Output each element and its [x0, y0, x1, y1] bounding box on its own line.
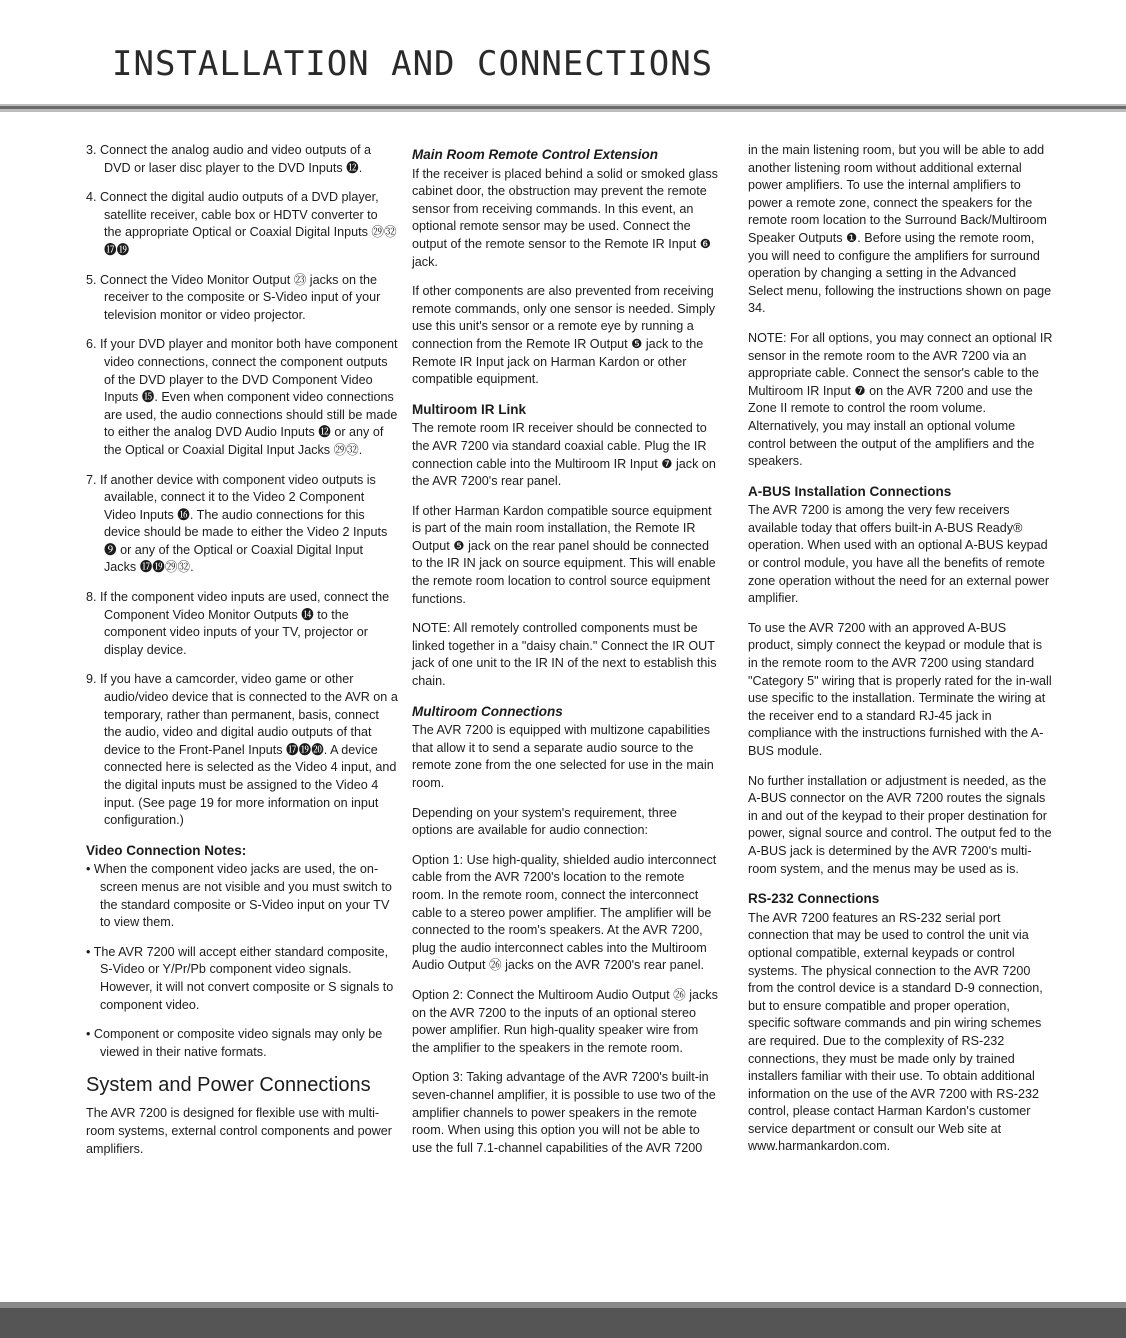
- page-title: INSTALLATION AND CONNECTIONS: [112, 44, 714, 84]
- system-power-text: The AVR 7200 is designed for flexible use with multi-room systems, external control components and power amplifiers.: [86, 1106, 392, 1156]
- footer-bar: [0, 1302, 1126, 1338]
- multiroom-connections-text: The AVR 7200 is equipped with multizone capabilities that allow it to send a separate audio source to the remote zone from the one selected for use in the main room.: [412, 723, 714, 790]
- source-equipment-text: If other Harman Kardon compatible source equipment is part of the main room installation, the Remote IR Output ❺ jack on the rear panel should be connected to the IR IN jack on source equipment. This will enable the remote room location to control source equipment functions.: [412, 503, 716, 606]
- step-4: 4. Connect the digital audio outputs of a DVD player, satellite receiver, cable box or HDTV converter to the appropriate Optical or Coaxial Digital Inputs ㉙㉜⓱⓳: [86, 190, 397, 257]
- option-1: Option 1: Use high-quality, shielded audio interconnect cable from the AVR 7200's location to the remote room. In the remote room, connect the interconnect cable to a stereo power amplifier. The amplifier will be connected to the room's speakers. At the AVR 7200, plug the audio interconnect cables into the Multiroom Audio Output ㉖ jacks on the AVR 7200's rear panel.: [412, 852, 717, 973]
- system-power-heading: System and Power Connections: [86, 1074, 371, 1097]
- rs232-text: The AVR 7200 features an RS-232 serial port connection that may be used to control the unit via optional compatible, external keypads or control systems. The physical connection to the AVR 7200 from the control device is a standard D-9 connection, but to ensure compatible and proper operation, specific software commands and pin wiring schemes are required. Due to the complexity of RS-232 connections, they must be made only by trained installers familiar with their use. To obtain additional information on the use of the AVR 7200 with RS-232 control, please contact Harman Kardon's customer service department or consult our Web site at www.harmankardon.com.: [748, 910, 1043, 1154]
- video-note-2: • The AVR 7200 will accept either standard composite, S-Video or Y/Pr/Pb component video signals. However, it will not convert composite or S signals to component video.: [86, 944, 394, 1012]
- multiroom-ir-heading: Multiroom IR Link: [412, 401, 526, 417]
- option-3-continued: in the main listening room, but you will be able to add another listening room without additional external power amplifiers. To use the internal amplifiers to power a remote zone, connect the speakers for the remote room location to the Surround Back/Multiroom Speaker Outputs ❶. Before using the remote room, you will need to configure the amplifiers for surround operation by changing a setting in the Advanced Select menu, following the instructions shown on page 34.: [748, 143, 1052, 316]
- options-intro: Depending on your system's requirement, three options are available for audio connection:: [412, 805, 677, 838]
- title-rule: [0, 104, 1126, 112]
- step-6: 6. If your DVD player and monitor both have component video connections, connect the component outputs of the DVD player to the DVD Component Video Inputs ⓯. Even when component video connections are used, the audio connections should still be made to either the analog DVD Audio Inputs ⓬ or any of the Optical or Coaxial Digital Input Jacks ㉙㉜.: [86, 337, 398, 457]
- column-3: [748, 142, 1054, 1168]
- abus-heading: A-BUS Installation Connections: [748, 483, 952, 499]
- step-9: 9. If you have a camcorder, video game or other audio/video device that is connected to the AVR on a temporary, rather than permanent, basis, connect the audio, video and digital audio outputs of that device to the Front-Panel Inputs ⓱⓳⓴. A device connected here is selected as the Video 4 input, and the digital inputs must be assigned to the Video 4 input. (See page 19 for more information on input configuration.): [86, 672, 398, 828]
- multiroom-ir-text: The remote room IR receiver should be connected to the AVR 7200 via standard coaxial cable. Plug the IR connection cable into the Multiroom IR Input ❼ jack on the AVR 7200's rear panel.: [412, 421, 716, 489]
- video-note-3: • Component or composite video signals may only be viewed in their native formats.: [86, 1027, 383, 1059]
- column-2: [412, 142, 718, 1169]
- step-8: 8. If the component video inputs are used, connect the Component Video Monitor Outputs ⓮ to the component video inputs of your TV, projector or display device.: [86, 590, 390, 657]
- step-5: 5. Connect the Video Monitor Output ㉓ jacks on the receiver to the composite or S-Video input of your television monitor or video projector.: [86, 272, 381, 322]
- column-1: [86, 142, 398, 1170]
- step-7: 7. If another device with component video outputs is available, connect it to the Video 2 Component Video Inputs ⓰. The audio connections for this device should be made to either the Video 2 Inputs ❾ or any of the Optical or Coaxial Digital Input Jacks ⓱⓳㉙㉜.: [86, 472, 388, 575]
- daisy-chain-note: NOTE: All remotely controlled components must be linked together in a "daisy chain." Connect the IR OUT jack of one unit to the IR IN of the next to establish this chain.: [412, 621, 717, 689]
- option-3: Option 3: Taking advantage of the AVR 7200's built-in seven-channel amplifier, it is possible to use two of the amplifier channels to power speakers in the remote room. When using this option you will not be able to use the full 7.1-channel capabilities of the AVR 7200: [412, 1070, 716, 1155]
- main-room-remote-heading: Main Room Remote Control Extension: [412, 147, 659, 162]
- remote-sensor-text: If other components are also prevented from receiving remote commands, only one sensor is needed. Simply use this unit's sensor or a remote eye by running a connection from the Remote IR Output ❺ jack to the Remote IR Input jack on Harman Kardon or other compatible equipment.: [412, 284, 716, 387]
- ir-sensor-note: NOTE: For all options, you may connect an optional IR sensor in the remote room to the AVR 7200 via an appropriate cable. Connect the sensor's cable to the Multiroom IR Input ❼ on the AVR 7200 and use the Zone II remote to control the room volume. Alternatively, you may install an optional volume control between the output of the amplifiers and the speakers.: [748, 330, 1053, 469]
- abus-routing: No further installation or adjustment is needed, as the A-BUS connector on the AVR 7200 routes the signals in and out of the keypad to their proper destination for power, signal source and control. The output fed to the A-BUS jack is determined by the AVR 7200's multi-room system, and the menus may be used as is.: [748, 773, 1052, 876]
- step-3: 3. Connect the analog audio and video outputs of a DVD or laser disc player to the DVD Inputs ⓬.: [86, 143, 371, 175]
- abus-intro: The AVR 7200 is among the very few receivers available today that offers built-in A-BUS Ready® operation. When used with an optional A-BUS keypad or control module, you have all the benefits of remote zone operation without the need for an external power amplifier.: [748, 503, 1050, 606]
- multiroom-connections-heading: Multiroom Connections: [412, 703, 563, 719]
- main-room-remote-text: If the receiver is placed behind a solid or smoked glass cabinet door, the obstruction may prevent the remote sensor from receiving commands. In this event, an optional remote sensor may be used. Connect the output of the remote sensor to the Remote IR Input ❻ jack.: [412, 166, 718, 269]
- option-2: Option 2: Connect the Multiroom Audio Output ㉖ jacks on the AVR 7200 to the inputs of an optional stereo power amplifier. Run high-quality speaker wire from the amplifier to the speakers in the remote room.: [412, 987, 718, 1055]
- rs232-heading: RS-232 Connections: [748, 891, 880, 907]
- video-notes-heading: Video Connection Notes:: [86, 842, 247, 858]
- abus-usage: To use the AVR 7200 with an approved A-BUS product, simply connect the keypad or module that is in the remote room to the AVR 7200 using standard "Category 5" wiring that is properly rated for the in-wall use specific to the installation. Terminate the wiring at the receiver end to a standard RJ-45 jack in compliance with the instructions furnished with the A-BUS module.: [748, 620, 1052, 758]
- video-note-1: • When the component video jacks are used, the on-screen menus are not visible and you must switch to the standard composite or S-Video input on your TV to view them.: [86, 862, 392, 930]
